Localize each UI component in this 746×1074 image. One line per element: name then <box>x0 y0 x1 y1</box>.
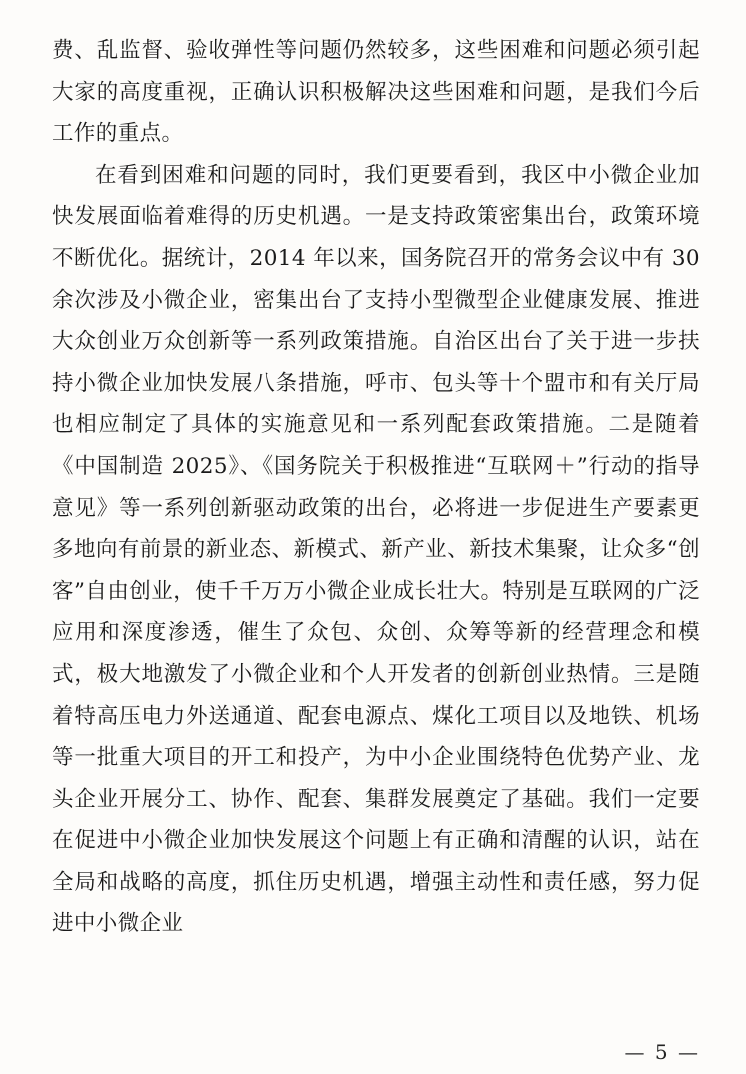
paragraph-2: 在看到困难和问题的同时，我们更要看到，我区中小微企业加快发展面临着难得的历史机遇。一是支持政策密集出台，政策环境不断优化。据统计，2014 年以来，国务院召开的常务会议中有 30 余次涉及小微企业，密集出台了支持小型微型企业健康发展、推进大众创业万众创新等一系列政策措施。自治区出台了关于进一步扶持小微企业加快发展八条措施，呼市、包头等十个盟市和有关厅局也相应制定了具体的实施意见和一系列配套政策措施。二是随着《中国制造 2025》、《国务院关于积极推进“互联网＋”行动的指导意见》等一系列创新驱动政策的出台，必将进一步促进生产要素更多地向有前景的新业态、新模式、新产业、新技术集聚，让众多“创客”自由创业，使千千万万小微企业成长壮大。特别是互联网的广泛应用和深度渗透，催生了众包、众创、众筹等新的经营理念和模式，极大地激发了小微企业和个人开发者的创新创业热情。三是随着特高压电力外送通道、配套电源点、煤化工项目以及地铁、机场等一批重大项目的开工和投产，为中小企业围绕特色优势产业、龙头企业开展分工、协作、配套、集群发展奠定了基础。我们一定要在促进中小微企业加快发展这个问题上有正确和清醒的认识，站在全局和战略的高度，抓住历史机遇，增强主动性和责任感，努力促进中小微企业 <box>52 162 700 937</box>
page-content-area <box>52 30 700 1030</box>
paragraph-1: 费、乱监督、验收弹性等问题仍然较多，这些困难和问题必须引起大家的高度重视，正确认识积极解决这些困难和问题，是我们今后工作的重点。 <box>52 38 700 147</box>
body-text-block <box>52 30 700 945</box>
page-footer <box>52 1040 700 1064</box>
page-number: — 5 — <box>624 1040 700 1064</box>
